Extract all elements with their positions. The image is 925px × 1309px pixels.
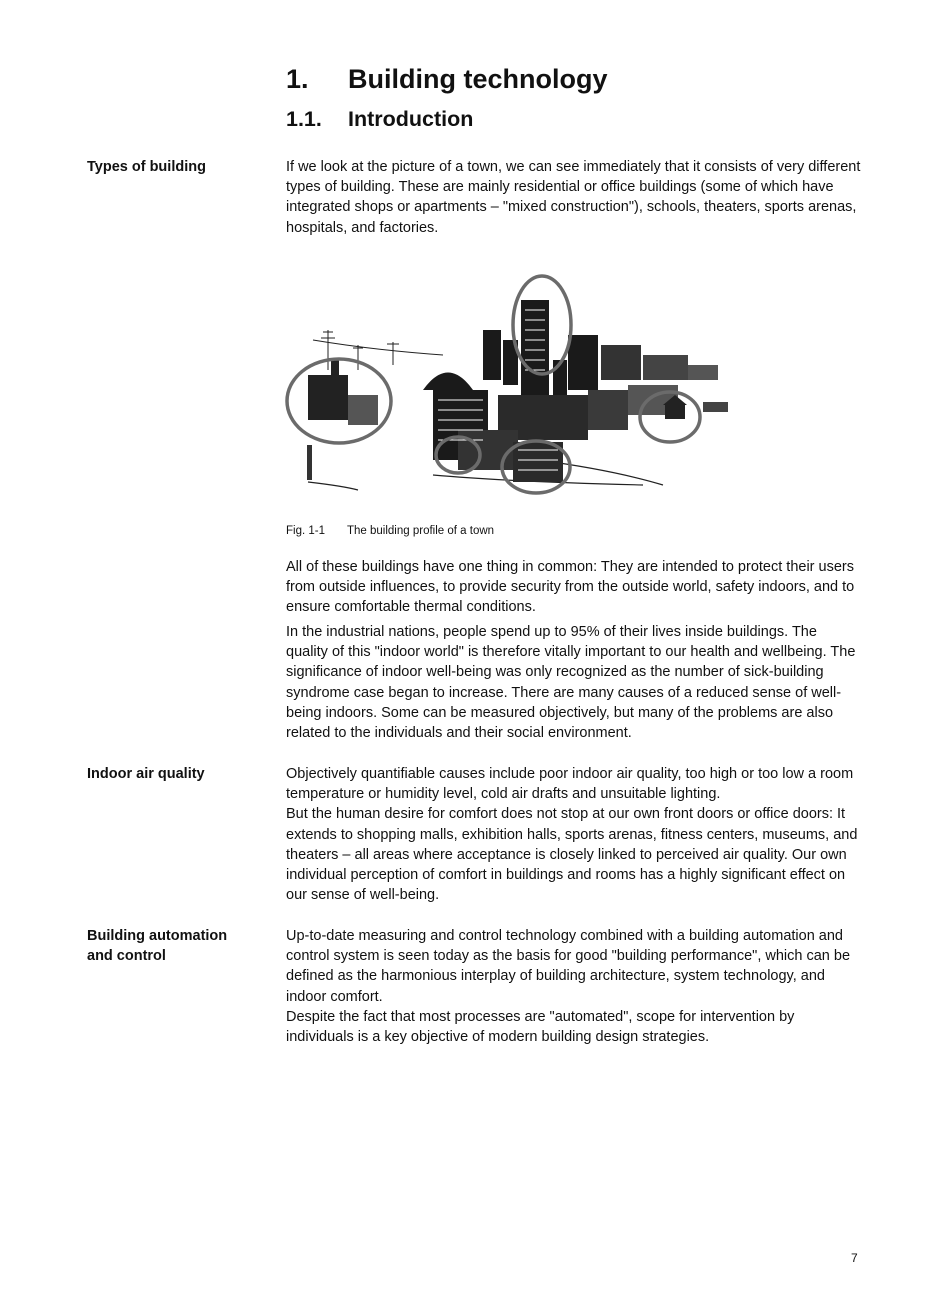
common-paragraph-2: In the industrial nations, people spend up to 95% of their lives inside buildings. The quality of this "indoor world" is therefore vitally important to our health and wellbeing. The significance of indoor well-being was only recognized as the number of sick-building syndrome case began to increase. There are many causes of a reduced sense of well-being indoors. Some can be measured objectively, but many of the problems are also related to the individuals and their social environment. xyxy=(286,624,856,742)
figure-number: Fig. 1-1 xyxy=(286,525,325,537)
automation-paragraph-2: Despite the fact that most processes are "automated", scope for intervention by individuals is a key objective of modern building design strategies. xyxy=(286,1008,795,1046)
section-heading xyxy=(286,107,473,132)
side-label-automation-line2: and control xyxy=(87,948,166,965)
common-paragraph-block-2 xyxy=(286,622,861,743)
section-number: 1.1. xyxy=(286,107,322,131)
side-label-air: Indoor air quality xyxy=(87,766,205,782)
common-paragraph-block xyxy=(286,557,861,618)
side-label-automation xyxy=(87,926,262,966)
figure-caption-text: The building profile of a town xyxy=(347,525,495,537)
side-label-types: Types of building xyxy=(87,159,206,175)
types-text: If we look at the picture of a town, we can see immediately that it consists of very different types of building. These are mainly residential or office buildings (some of which have integrated shops or apartments – "mixed construction"), schools, theaters, sports arenas, hospitals, and factories. xyxy=(286,159,861,236)
automation-paragraph-block xyxy=(286,926,861,1047)
air-paragraph-block xyxy=(286,764,861,905)
air-paragraph-1: Objectively quantifiable causes include poor indoor air quality, too high or too low a room temperature or humidity level, cold air drafts and unsuitable lighting. xyxy=(286,766,854,803)
page-number: 7 xyxy=(851,1251,858,1265)
chapter-number: 1. xyxy=(286,64,309,94)
figure-caption xyxy=(286,525,494,537)
common-paragraph-1: All of these buildings have one thing in common: They are intended to protect their users from outside influences, to provide security from the outside world, safety indoors, and to ensure comfortable thermal conditions. xyxy=(286,559,855,616)
section-title: Introduction xyxy=(348,107,474,131)
chapter-heading xyxy=(286,64,607,95)
automation-paragraph-1: Up-to-date measuring and control technology combined with a building automation and control system is seen today as the basis for good "building performance", which can be defined as the harmonious interplay of building architecture, system technology, and indoor comfort. xyxy=(286,928,851,1005)
air-paragraph-2: But the human desire for comfort does not stop at our own front doors or office doors: It extends to shopping malls, exhibition halls, sports arenas, fitness centers, museums, and theaters – all areas where acceptance is closely linked to perceived air quality. Our own individual perception of comfort in buildings and rooms has a highly significant effect on our sense of well-being. xyxy=(286,806,858,904)
side-label-automation-line1: Building automation xyxy=(87,928,228,944)
chapter-title: Building technology xyxy=(348,64,608,94)
town-sketch-figure xyxy=(283,270,743,510)
types-paragraph xyxy=(286,157,861,238)
